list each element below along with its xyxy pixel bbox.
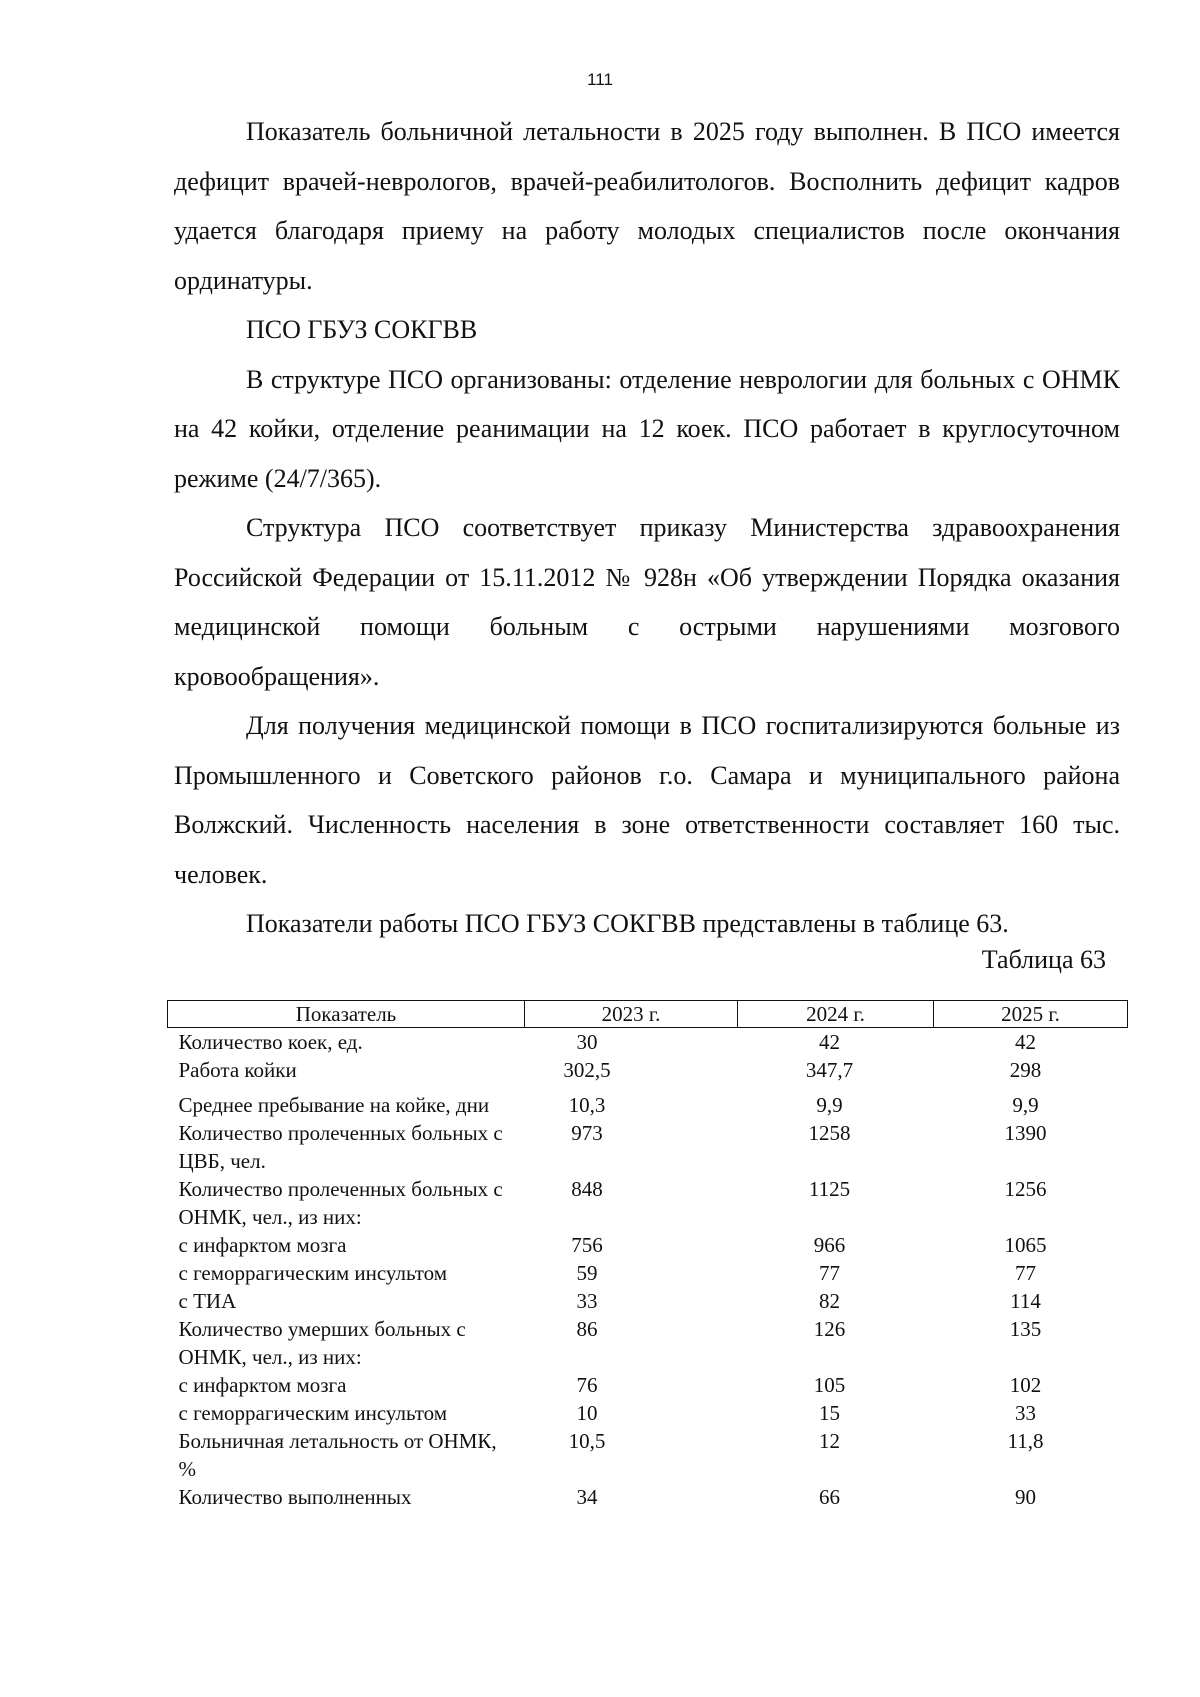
paragraph-order: Структура ПСО соответствует приказу Министерства здравоохранения Российской Федерации от 15.11.2012 № 928н «Об утверждении Порядка оказания медицинской помощи больным с острыми нарушениями мозгового кровообращения». <box>174 513 1120 691</box>
table-row <box>168 1287 1128 1315</box>
value-2024: 42 <box>819 1030 840 1054</box>
value-2024: 9,9 <box>816 1093 843 1117</box>
value-2025: 1390 <box>1004 1121 1047 1145</box>
value-2023: 34 <box>576 1485 598 1509</box>
value-2025: 42 <box>1015 1030 1036 1054</box>
indicators-table <box>167 1000 1128 1511</box>
row-label: с инфарктом мозга <box>178 1373 347 1397</box>
value-2025: 11,8 <box>1007 1429 1044 1453</box>
value-2025: 298 <box>1009 1058 1042 1082</box>
row-label: с ТИА <box>178 1289 237 1313</box>
table-row <box>168 1175 1128 1231</box>
value-2025: 90 <box>1015 1485 1036 1509</box>
value-2023: 756 <box>571 1233 603 1257</box>
row-label: с инфарктом мозга <box>178 1233 347 1257</box>
value-2024: 126 <box>813 1317 846 1341</box>
page-number: 111 <box>587 70 613 89</box>
row-label: с геморрагическим инсультом <box>178 1261 448 1285</box>
value-2023: 86 <box>576 1317 598 1341</box>
value-2024: 77 <box>819 1261 840 1285</box>
value-2023: 10,3 <box>568 1093 606 1117</box>
table-row <box>168 1084 1128 1119</box>
row-label: Работа койки <box>178 1058 297 1082</box>
value-2025: 102 <box>1009 1373 1042 1397</box>
value-2024: 12 <box>819 1429 840 1453</box>
section-heading: ПСО ГБУЗ СОКГВВ <box>246 315 478 344</box>
paragraph-structure: В структуре ПСО организованы: отделение неврологии для больных с ОНМК на 42 койки, отделение реанимации на 12 коек. ПСО работает в круглосуточном режиме (24/7/365). <box>174 364 1120 493</box>
value-2024: 966 <box>813 1233 846 1257</box>
value-2024: 1125 <box>808 1177 851 1201</box>
table-header-row <box>168 1001 1128 1028</box>
header-2023: 2023 г. <box>525 1001 738 1028</box>
paragraph-hospital-mortality: Показатель больничной летальности в 2025 году выполнен. В ПСО имеется дефицит врачей-неврологов, врачей-реабилитологов. Восполнить дефицит кадров удается благодаря приему на работу молодых специалистов после окончания ординатуры. <box>174 117 1120 295</box>
paragraph-hospitalization: Для получения медицинской помощи в ПСО госпитализируются больные из Промышленного и Советского районов г.о. Самара и муниципального района Волжский. Численность населения в зоне ответственности составляет 160 тыс. человек. <box>174 711 1120 889</box>
body-text <box>174 107 1120 949</box>
value-2025: 135 <box>1009 1317 1042 1341</box>
row-label: Больничная летальность от ОНМК, % <box>178 1429 497 1481</box>
row-label: Среднее пребывание на койке, дни <box>178 1093 490 1117</box>
value-2023: 10 <box>576 1401 598 1425</box>
value-2024: 347,7 <box>805 1058 854 1082</box>
table-row <box>168 1056 1128 1084</box>
value-2025: 1256 <box>1004 1177 1047 1201</box>
row-label: Количество выполненных <box>178 1485 412 1509</box>
table-row <box>168 1315 1128 1371</box>
table-row <box>168 1427 1128 1483</box>
row-label: Количество умерших больных с ОНМК, чел., из них: <box>178 1317 466 1369</box>
table-row <box>168 1399 1128 1427</box>
paragraph-table-reference: Показатели работы ПСО ГБУЗ СОКГВВ представлены в таблице 63. <box>246 909 1009 938</box>
value-2023: 302,5 <box>563 1058 611 1082</box>
value-2025: 33 <box>1015 1401 1036 1425</box>
value-2025: 1065 <box>1004 1233 1047 1257</box>
value-2025: 77 <box>1015 1261 1036 1285</box>
table-row <box>168 1119 1128 1175</box>
row-label: Количество пролеченных больных с ОНМК, чел., из них: <box>178 1177 503 1229</box>
value-2024: 1258 <box>808 1121 851 1145</box>
value-2023: 848 <box>571 1177 603 1201</box>
table-row <box>168 1028 1128 1057</box>
row-label: с геморрагическим инсультом <box>178 1401 448 1425</box>
table-row <box>168 1371 1128 1399</box>
table-row <box>168 1231 1128 1259</box>
value-2024: 66 <box>819 1485 840 1509</box>
value-2023: 33 <box>576 1289 598 1313</box>
value-2023: 10,5 <box>568 1429 606 1453</box>
row-label: Количество пролеченных больных с ЦВБ, чел. <box>178 1121 503 1173</box>
header-2024: 2024 г. <box>738 1001 934 1028</box>
header-indicator: Показатель <box>168 1001 525 1028</box>
value-2025: 114 <box>1010 1289 1041 1313</box>
table-caption: Таблица 63 <box>981 945 1106 974</box>
value-2023: 59 <box>576 1261 598 1285</box>
header-2025: 2025 г. <box>934 1001 1128 1028</box>
value-2023: 76 <box>576 1373 598 1397</box>
table-row <box>168 1259 1128 1287</box>
value-2023: 973 <box>571 1121 603 1145</box>
value-2024: 15 <box>819 1401 840 1425</box>
value-2024: 82 <box>819 1289 840 1313</box>
row-label: Количество коек, ед. <box>178 1030 363 1054</box>
value-2024: 105 <box>813 1373 846 1397</box>
table-row <box>168 1483 1128 1511</box>
value-2023: 30 <box>576 1030 598 1054</box>
value-2025: 9,9 <box>1012 1093 1039 1117</box>
